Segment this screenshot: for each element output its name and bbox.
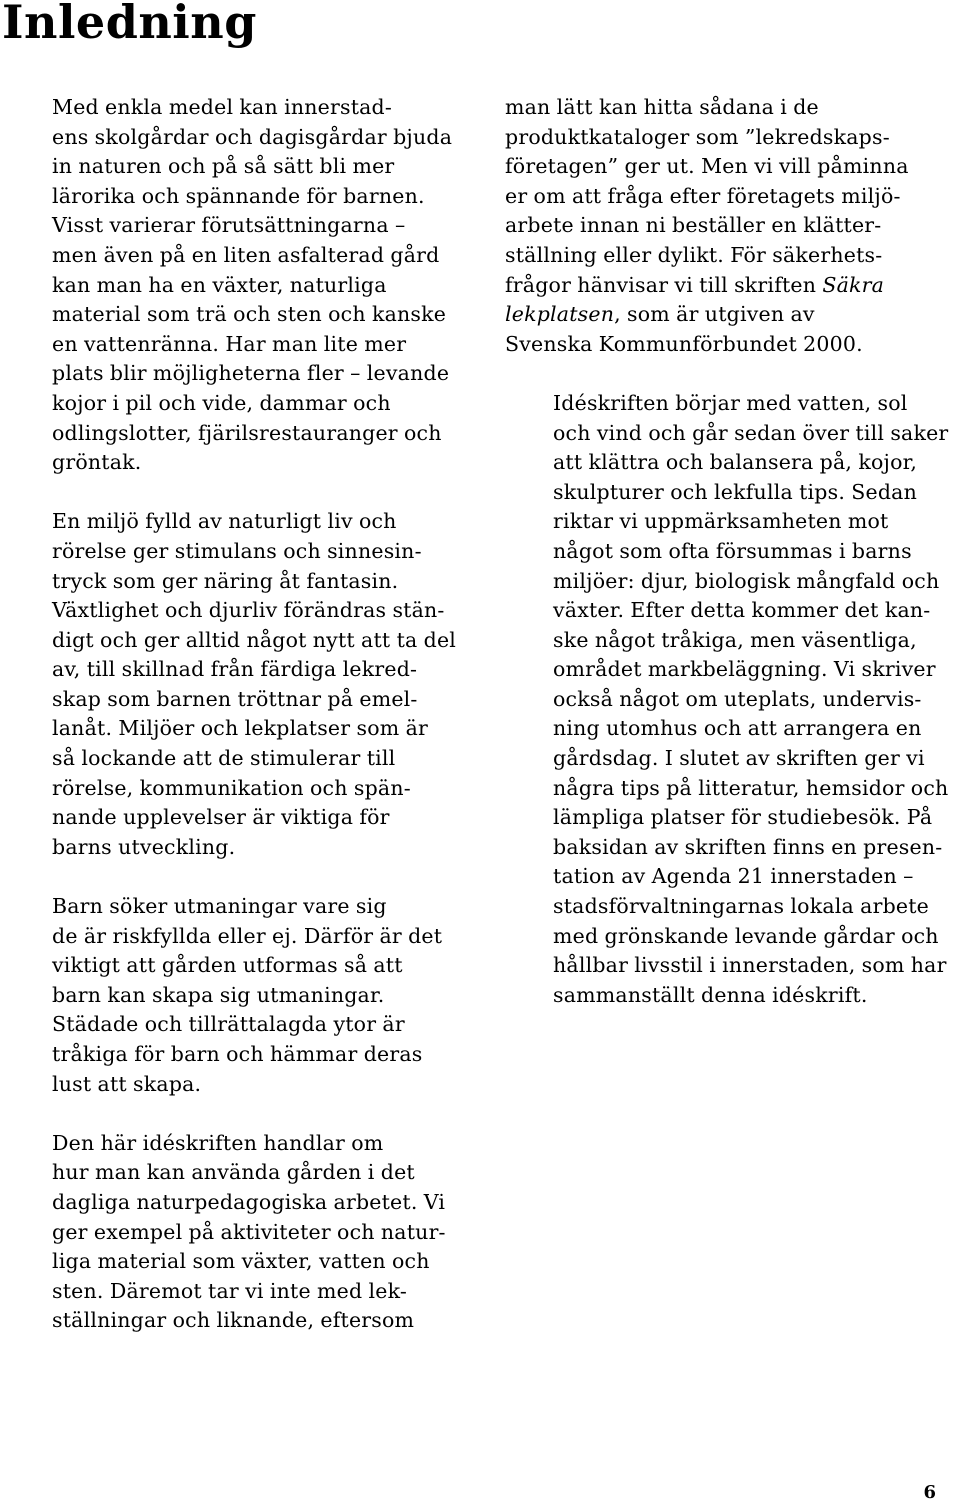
text-line: hållbar livsstil i innerstaden, som har <box>553 953 947 978</box>
text-line: ning utomhus och att arrangera en <box>553 716 922 741</box>
page-title: Inledning <box>2 0 257 49</box>
text-line: man lätt kan hitta sådana i de <box>505 95 819 119</box>
text-line: Visst varierar förutsättningarna – <box>52 213 406 238</box>
text-line: skulpturer och lekfulla tips. Sedan <box>553 479 918 504</box>
text-line <box>505 300 960 330</box>
paragraph-about-this-publication <box>4 1129 466 1336</box>
text-line: hur man kan använda gården i det <box>52 1160 415 1185</box>
text-line: produktkataloger som ”lekredskaps- <box>505 124 890 149</box>
text-line: Svenska Kommunförbundet 2000. <box>505 331 863 356</box>
text-line: nande upplevelser är viktiga för <box>52 805 390 830</box>
text-line <box>505 271 960 301</box>
text-line: Barn söker utmaningar vare sig <box>52 894 387 919</box>
text-line: ställning eller dylikt. För säkerhets- <box>505 242 883 267</box>
text-line: tryck som ger näring åt fantasin. <box>52 568 399 593</box>
text-line: skap som barnen tröttnar på emel- <box>52 686 418 711</box>
text-line: digt och ger alltid något nytt att ta del <box>52 627 457 652</box>
text-line: gårdsdag. I slutet av skriften ger vi <box>553 746 925 771</box>
text-line: liga material som växter, vatten och <box>52 1249 430 1274</box>
text-line: området markbeläggning. Vi skriver <box>553 657 936 682</box>
paragraph-continuation-safety <box>505 93 960 359</box>
paragraph-greening-schoolyards <box>4 93 466 478</box>
text-line: gröntak. <box>52 450 142 475</box>
publication-title-part: Säkra <box>822 272 885 297</box>
text-line: och vind och går sedan över till saker <box>553 420 949 445</box>
text-line: Med enkla medel kan innerstad- <box>52 95 392 119</box>
text-line: att klättra och balansera på, kojor, <box>553 450 918 475</box>
text-line: baksidan av skriften finns en presen- <box>553 834 943 859</box>
paragraph-children-challenges <box>4 892 466 1099</box>
text-line: er om att fråga efter företagets miljö- <box>505 183 901 208</box>
text-line: rörelse ger stimulans och sinnesin- <box>52 538 422 563</box>
left-column <box>4 93 466 1366</box>
text-line: odlingslotter, fjärilsrestauranger och <box>52 420 442 445</box>
text-line: plats blir möjligheterna fler – levande <box>52 361 450 386</box>
text-line: så lockande att de stimulerar till <box>52 746 396 771</box>
text-line: de är riskfyllda eller ej. Därför är det <box>52 923 443 948</box>
text-line: ställningar och liknande, eftersom <box>52 1308 415 1333</box>
text-line: lanåt. Miljöer och lekplatser som är <box>52 716 429 741</box>
text-line: några tips på litteratur, hemsidor och <box>553 775 949 800</box>
right-column <box>505 93 960 1040</box>
text-line: men även på en liten asfalterad gård <box>52 242 440 267</box>
text-line: material som trä och sten och kanske <box>52 302 447 327</box>
text-line: miljöer: djur, biologisk mångfald och <box>553 568 940 593</box>
publication-title-part: lekplatsen <box>505 302 615 327</box>
text-segment: frågor hänvisar vi till skriften <box>505 272 823 297</box>
text-line: en vattenränna. Har man lite mer <box>52 331 407 356</box>
text-line: lämpliga platser för studiebesök. På <box>553 805 933 830</box>
text-line: riktar vi uppmärksamheten mot <box>553 509 889 534</box>
text-line: kan man ha en växter, naturliga <box>52 272 387 297</box>
text-line: Idéskriften börjar med vatten, sol <box>553 390 908 415</box>
text-line: En miljö fylld av naturligt liv och <box>52 509 397 534</box>
text-line: barns utveckling. <box>52 834 236 859</box>
text-line: tation av Agenda 21 innerstaden – <box>553 864 914 889</box>
text-line: dagliga naturpedagogiska arbetet. Vi <box>52 1189 446 1214</box>
text-line: ske något tråkiga, men väsentliga, <box>553 627 917 652</box>
text-line: stadsförvaltningarnas lokala arbete <box>553 894 930 919</box>
text-line: ens skolgårdar och dagisgårdar bjuda <box>52 124 453 149</box>
text-line: lust att skapa. <box>52 1071 202 1096</box>
text-line: Städade och tillrättalagda ytor är <box>52 1012 405 1037</box>
text-line: med grönskande levande gårdar och <box>553 923 939 948</box>
page-number: 6 <box>923 1482 936 1503</box>
text-line: rörelse, kommunikation och spän- <box>52 775 411 800</box>
text-line: sten. Däremot tar vi inte med lek- <box>52 1278 408 1303</box>
text-line: ger exempel på aktiviteter och natur- <box>52 1219 446 1244</box>
text-segment: , som är utgiven av <box>614 302 815 327</box>
text-line: något som ofta försummas i barns <box>553 538 912 563</box>
text-line: också något om uteplats, undervis- <box>553 686 922 711</box>
text-line: barn kan skapa sig utmaningar. <box>52 982 385 1007</box>
text-line: sammanställt denna idéskrift. <box>553 982 868 1007</box>
text-line: Växtlighet och djurliv förändras stän- <box>52 598 445 623</box>
text-line: arbete innan ni beställer en klätter- <box>505 213 882 238</box>
text-line: tråkiga för barn och hämmar deras <box>52 1042 423 1066</box>
text-line: företagen” ger ut. Men vi vill påminna <box>505 154 909 179</box>
text-line: av, till skillnad från färdiga lekred- <box>52 657 418 682</box>
text-line: in naturen och på så sätt bli mer <box>52 154 395 179</box>
text-line: växter. Efter detta kommer det kan- <box>553 598 931 623</box>
paragraph-natural-environment <box>4 507 466 862</box>
text-line: kojor i pil och vide, dammar och <box>52 390 391 415</box>
text-line: viktigt att gården utformas så att <box>52 953 403 978</box>
text-line: Den här idéskriften handlar om <box>52 1130 384 1155</box>
paragraph-contents-overview <box>505 389 960 1010</box>
text-line: lärorika och spännande för barnen. <box>52 183 425 208</box>
